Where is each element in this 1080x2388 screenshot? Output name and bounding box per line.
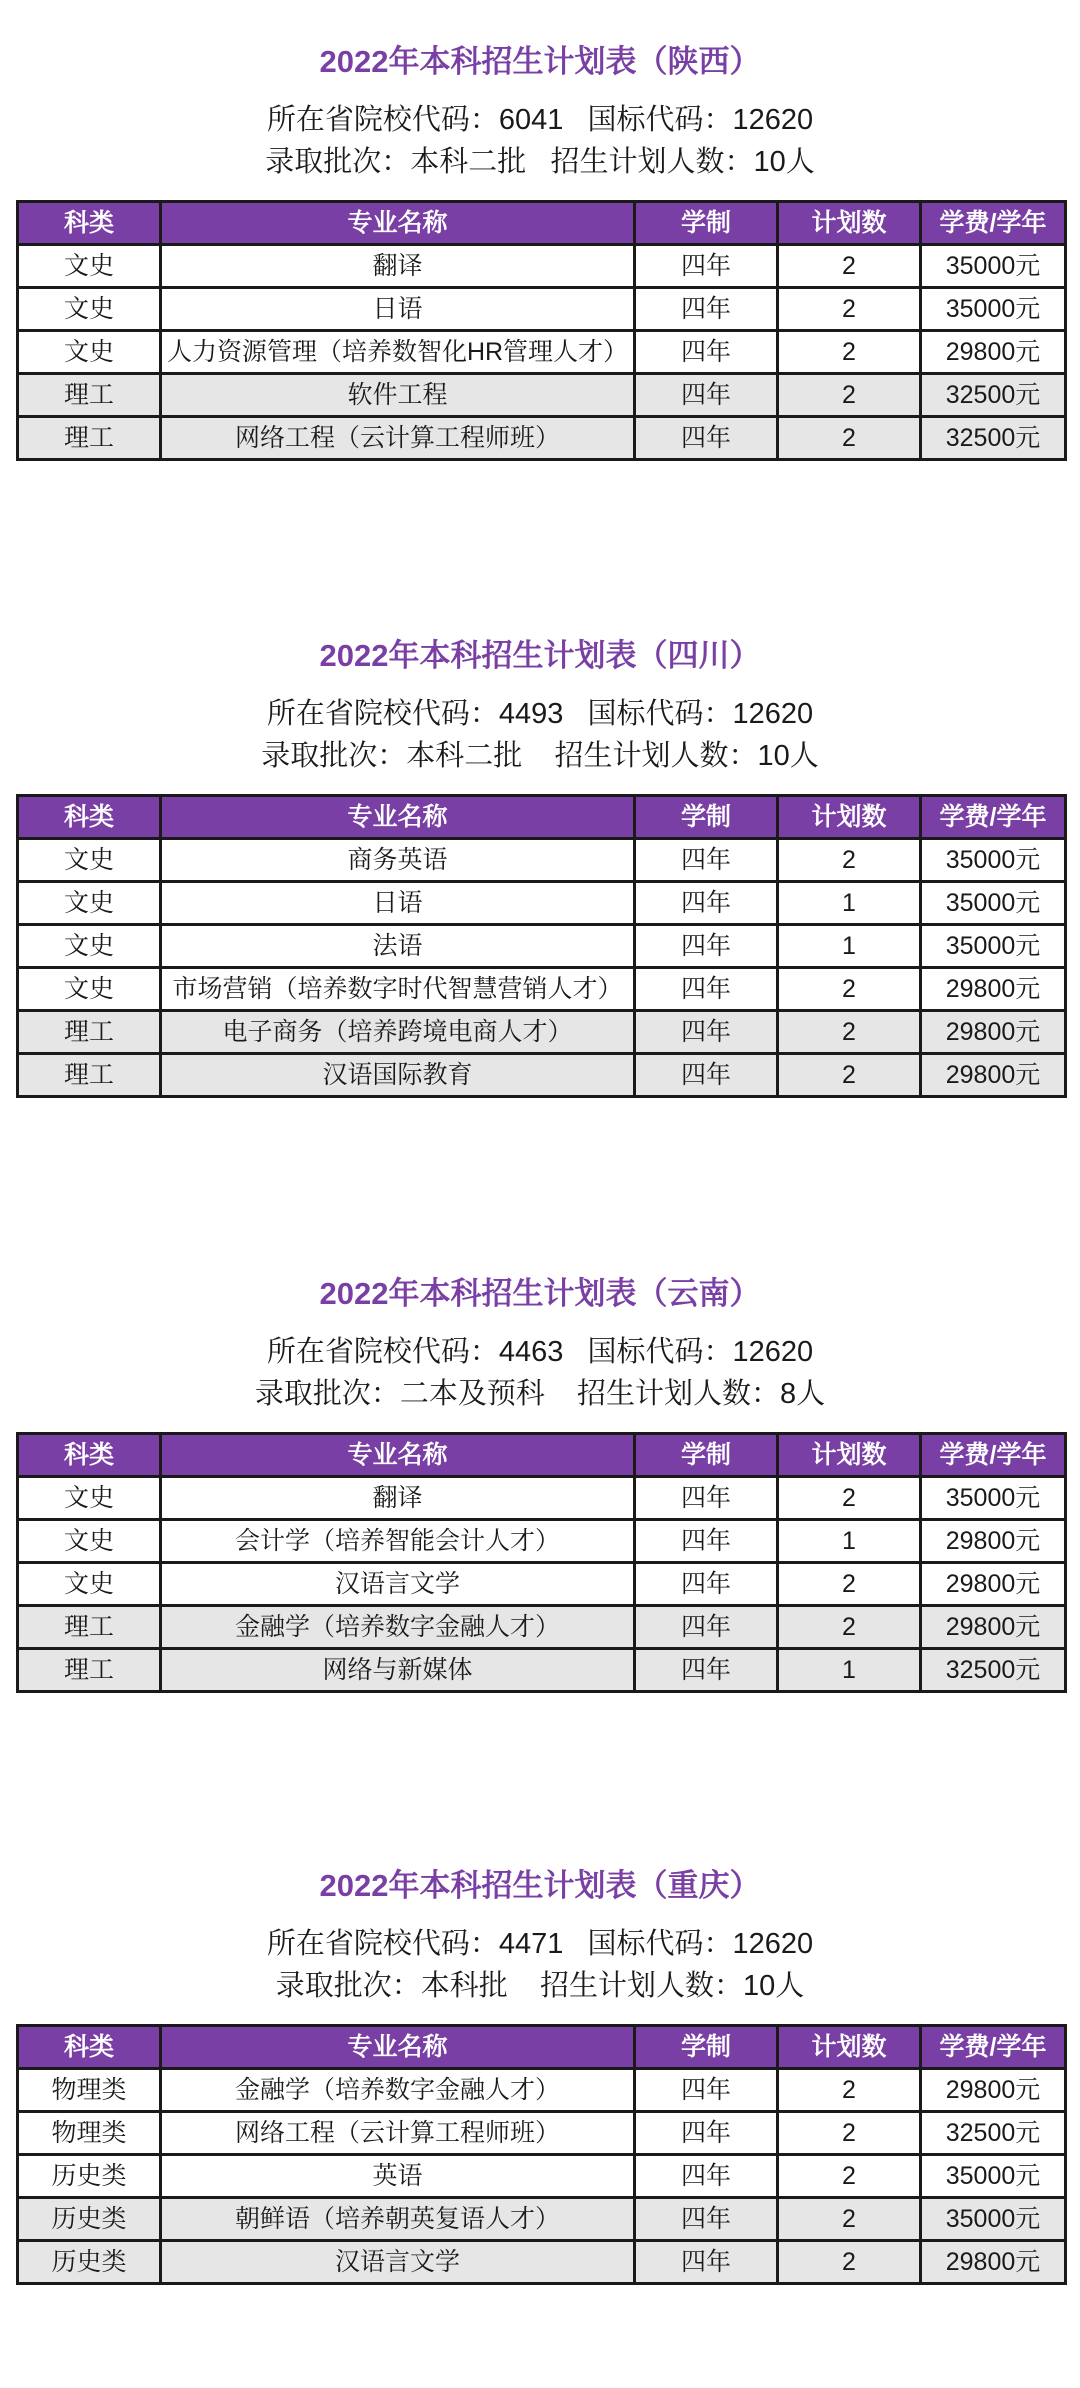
cell-duration: 四年 xyxy=(635,1477,778,1520)
header-plan: 计划数 xyxy=(778,202,921,245)
cell-major: 日语 xyxy=(161,882,635,925)
cell-major: 网络工程（云计算工程师班） xyxy=(161,2112,635,2155)
table-row xyxy=(18,288,1066,331)
cell-plan: 2 xyxy=(778,2112,921,2155)
header-duration: 学制 xyxy=(635,796,778,839)
cell-plan: 2 xyxy=(778,1563,921,1606)
header-category: 科类 xyxy=(18,2026,161,2069)
cell-duration: 四年 xyxy=(635,1649,778,1692)
cell-fee: 29800元 xyxy=(921,331,1066,374)
cell-major: 电子商务（培养跨境电商人才） xyxy=(161,1011,635,1054)
cell-fee: 29800元 xyxy=(921,2241,1066,2284)
cell-category: 文史 xyxy=(18,925,161,968)
cell-duration: 四年 xyxy=(635,2155,778,2198)
plan-table xyxy=(16,1432,1067,1693)
cell-major: 朝鲜语（培养朝英复语人才） xyxy=(161,2198,635,2241)
table-row xyxy=(18,2198,1066,2241)
table-row xyxy=(18,1011,1066,1054)
table-row xyxy=(18,417,1066,460)
cell-duration: 四年 xyxy=(635,882,778,925)
cell-major: 日语 xyxy=(161,288,635,331)
cell-plan: 2 xyxy=(778,245,921,288)
cell-duration: 四年 xyxy=(635,374,778,417)
cell-major: 翻译 xyxy=(161,1477,635,1520)
cell-category: 文史 xyxy=(18,331,161,374)
header-duration: 学制 xyxy=(635,1434,778,1477)
cell-duration: 四年 xyxy=(635,968,778,1011)
cell-category: 历史类 xyxy=(18,2241,161,2284)
cell-duration: 四年 xyxy=(635,2241,778,2284)
cell-major: 会计学（培养智能会计人才） xyxy=(161,1520,635,1563)
table-row xyxy=(18,2155,1066,2198)
cell-major: 网络工程（云计算工程师班） xyxy=(161,417,635,460)
header-major: 专业名称 xyxy=(161,202,635,245)
cell-fee: 35000元 xyxy=(921,245,1066,288)
cell-major: 金融学（培养数字金融人才） xyxy=(161,1606,635,1649)
cell-fee: 35000元 xyxy=(921,1477,1066,1520)
cell-category: 文史 xyxy=(18,1520,161,1563)
cell-plan: 2 xyxy=(778,417,921,460)
plan-table xyxy=(16,200,1067,461)
cell-fee: 29800元 xyxy=(921,1606,1066,1649)
cell-plan: 2 xyxy=(778,288,921,331)
school-code-line: 所在省院校代码：4471 国标代码：12620 xyxy=(266,1928,814,1960)
header-duration: 学制 xyxy=(635,202,778,245)
cell-fee: 29800元 xyxy=(921,1520,1066,1563)
plan-table xyxy=(16,794,1067,1098)
cell-fee: 35000元 xyxy=(921,2155,1066,2198)
cell-duration: 四年 xyxy=(635,1054,778,1097)
cell-major: 汉语言文学 xyxy=(161,1563,635,1606)
cell-fee: 29800元 xyxy=(921,1011,1066,1054)
header-fee: 学费/学年 xyxy=(921,2026,1066,2069)
cell-fee: 35000元 xyxy=(921,882,1066,925)
admission-batch-line: 录取批次：二本及预科 招生计划人数：8人 xyxy=(254,1378,826,1410)
cell-category: 文史 xyxy=(18,1563,161,1606)
section-title: 2022年本科招生计划表（陕西） xyxy=(319,44,761,79)
cell-plan: 1 xyxy=(778,1649,921,1692)
cell-plan: 2 xyxy=(778,2069,921,2112)
table-row xyxy=(18,1563,1066,1606)
cell-major: 汉语国际教育 xyxy=(161,1054,635,1097)
admission-batch-line: 录取批次：本科二批 招生计划人数：10人 xyxy=(261,740,819,772)
table-row xyxy=(18,925,1066,968)
cell-duration: 四年 xyxy=(635,331,778,374)
table-header-row xyxy=(18,1434,1066,1477)
cell-plan: 2 xyxy=(778,2241,921,2284)
cell-fee: 29800元 xyxy=(921,1054,1066,1097)
cell-major: 汉语言文学 xyxy=(161,2241,635,2284)
cell-fee: 32500元 xyxy=(921,2112,1066,2155)
cell-major: 人力资源管理（培养数智化HR管理人才） xyxy=(161,331,635,374)
table-row xyxy=(18,1054,1066,1097)
school-code-line: 所在省院校代码：4463 国标代码：12620 xyxy=(266,1336,814,1368)
cell-category: 文史 xyxy=(18,245,161,288)
cell-category: 理工 xyxy=(18,1011,161,1054)
cell-plan: 2 xyxy=(778,1054,921,1097)
cell-category: 历史类 xyxy=(18,2198,161,2241)
table-row xyxy=(18,1477,1066,1520)
cell-duration: 四年 xyxy=(635,288,778,331)
cell-major: 英语 xyxy=(161,2155,635,2198)
cell-duration: 四年 xyxy=(635,2112,778,2155)
cell-category: 理工 xyxy=(18,1606,161,1649)
header-fee: 学费/学年 xyxy=(921,796,1066,839)
admission-batch-line: 录取批次：本科二批 招生计划人数：10人 xyxy=(265,146,815,178)
table-header-row xyxy=(18,202,1066,245)
cell-major: 网络与新媒体 xyxy=(161,1649,635,1692)
cell-fee: 29800元 xyxy=(921,968,1066,1011)
cell-duration: 四年 xyxy=(635,2069,778,2112)
header-category: 科类 xyxy=(18,796,161,839)
section-title: 2022年本科招生计划表（重庆） xyxy=(319,1868,761,1903)
cell-category: 理工 xyxy=(18,417,161,460)
cell-plan: 2 xyxy=(778,2155,921,2198)
cell-fee: 35000元 xyxy=(921,2198,1066,2241)
cell-duration: 四年 xyxy=(635,1011,778,1054)
table-header-row xyxy=(18,796,1066,839)
cell-duration: 四年 xyxy=(635,417,778,460)
table-row xyxy=(18,331,1066,374)
header-plan: 计划数 xyxy=(778,2026,921,2069)
table-row xyxy=(18,1606,1066,1649)
cell-major: 商务英语 xyxy=(161,839,635,882)
cell-plan: 1 xyxy=(778,925,921,968)
school-code-line: 所在省院校代码：6041 国标代码：12620 xyxy=(266,104,814,136)
header-plan: 计划数 xyxy=(778,1434,921,1477)
cell-category: 文史 xyxy=(18,1477,161,1520)
cell-category: 理工 xyxy=(18,1054,161,1097)
header-duration: 学制 xyxy=(635,2026,778,2069)
header-plan: 计划数 xyxy=(778,796,921,839)
plan-table xyxy=(16,2024,1067,2285)
table-row xyxy=(18,1649,1066,1692)
cell-fee: 35000元 xyxy=(921,839,1066,882)
admission-batch-line: 录取批次：本科批 招生计划人数：10人 xyxy=(275,1970,805,2002)
header-category: 科类 xyxy=(18,1434,161,1477)
cell-category: 物理类 xyxy=(18,2112,161,2155)
cell-category: 文史 xyxy=(18,968,161,1011)
cell-plan: 2 xyxy=(778,1477,921,1520)
cell-major: 软件工程 xyxy=(161,374,635,417)
header-major: 专业名称 xyxy=(161,1434,635,1477)
cell-fee: 29800元 xyxy=(921,2069,1066,2112)
cell-plan: 2 xyxy=(778,374,921,417)
cell-plan: 2 xyxy=(778,1011,921,1054)
cell-plan: 2 xyxy=(778,331,921,374)
cell-duration: 四年 xyxy=(635,925,778,968)
cell-fee: 32500元 xyxy=(921,374,1066,417)
table-row xyxy=(18,968,1066,1011)
table-row xyxy=(18,2241,1066,2284)
table-row xyxy=(18,882,1066,925)
cell-plan: 2 xyxy=(778,1606,921,1649)
cell-plan: 2 xyxy=(778,839,921,882)
cell-category: 理工 xyxy=(18,374,161,417)
header-fee: 学费/学年 xyxy=(921,202,1066,245)
table-row xyxy=(18,839,1066,882)
cell-category: 理工 xyxy=(18,1649,161,1692)
school-code-line: 所在省院校代码：4493 国标代码：12620 xyxy=(266,698,814,730)
cell-major: 翻译 xyxy=(161,245,635,288)
table-row xyxy=(18,374,1066,417)
header-major: 专业名称 xyxy=(161,796,635,839)
cell-fee: 35000元 xyxy=(921,288,1066,331)
table-header-row xyxy=(18,2026,1066,2069)
header-category: 科类 xyxy=(18,202,161,245)
cell-category: 文史 xyxy=(18,288,161,331)
cell-plan: 1 xyxy=(778,882,921,925)
cell-major: 市场营销（培养数字时代智慧营销人才） xyxy=(161,968,635,1011)
cell-major: 法语 xyxy=(161,925,635,968)
cell-fee: 32500元 xyxy=(921,417,1066,460)
table-row xyxy=(18,2069,1066,2112)
cell-plan: 2 xyxy=(778,2198,921,2241)
cell-duration: 四年 xyxy=(635,1563,778,1606)
cell-category: 文史 xyxy=(18,839,161,882)
cell-plan: 2 xyxy=(778,968,921,1011)
table-row xyxy=(18,2112,1066,2155)
header-major: 专业名称 xyxy=(161,2026,635,2069)
cell-duration: 四年 xyxy=(635,2198,778,2241)
cell-fee: 29800元 xyxy=(921,1563,1066,1606)
cell-category: 文史 xyxy=(18,882,161,925)
cell-duration: 四年 xyxy=(635,245,778,288)
cell-fee: 32500元 xyxy=(921,1649,1066,1692)
cell-category: 物理类 xyxy=(18,2069,161,2112)
cell-category: 历史类 xyxy=(18,2155,161,2198)
cell-plan: 1 xyxy=(778,1520,921,1563)
cell-major: 金融学（培养数字金融人才） xyxy=(161,2069,635,2112)
cell-duration: 四年 xyxy=(635,1520,778,1563)
header-fee: 学费/学年 xyxy=(921,1434,1066,1477)
table-row xyxy=(18,1520,1066,1563)
cell-duration: 四年 xyxy=(635,839,778,882)
section-title: 2022年本科招生计划表（云南） xyxy=(319,1276,761,1311)
cell-fee: 35000元 xyxy=(921,925,1066,968)
cell-duration: 四年 xyxy=(635,1606,778,1649)
table-row xyxy=(18,245,1066,288)
section-title: 2022年本科招生计划表（四川） xyxy=(319,638,761,673)
